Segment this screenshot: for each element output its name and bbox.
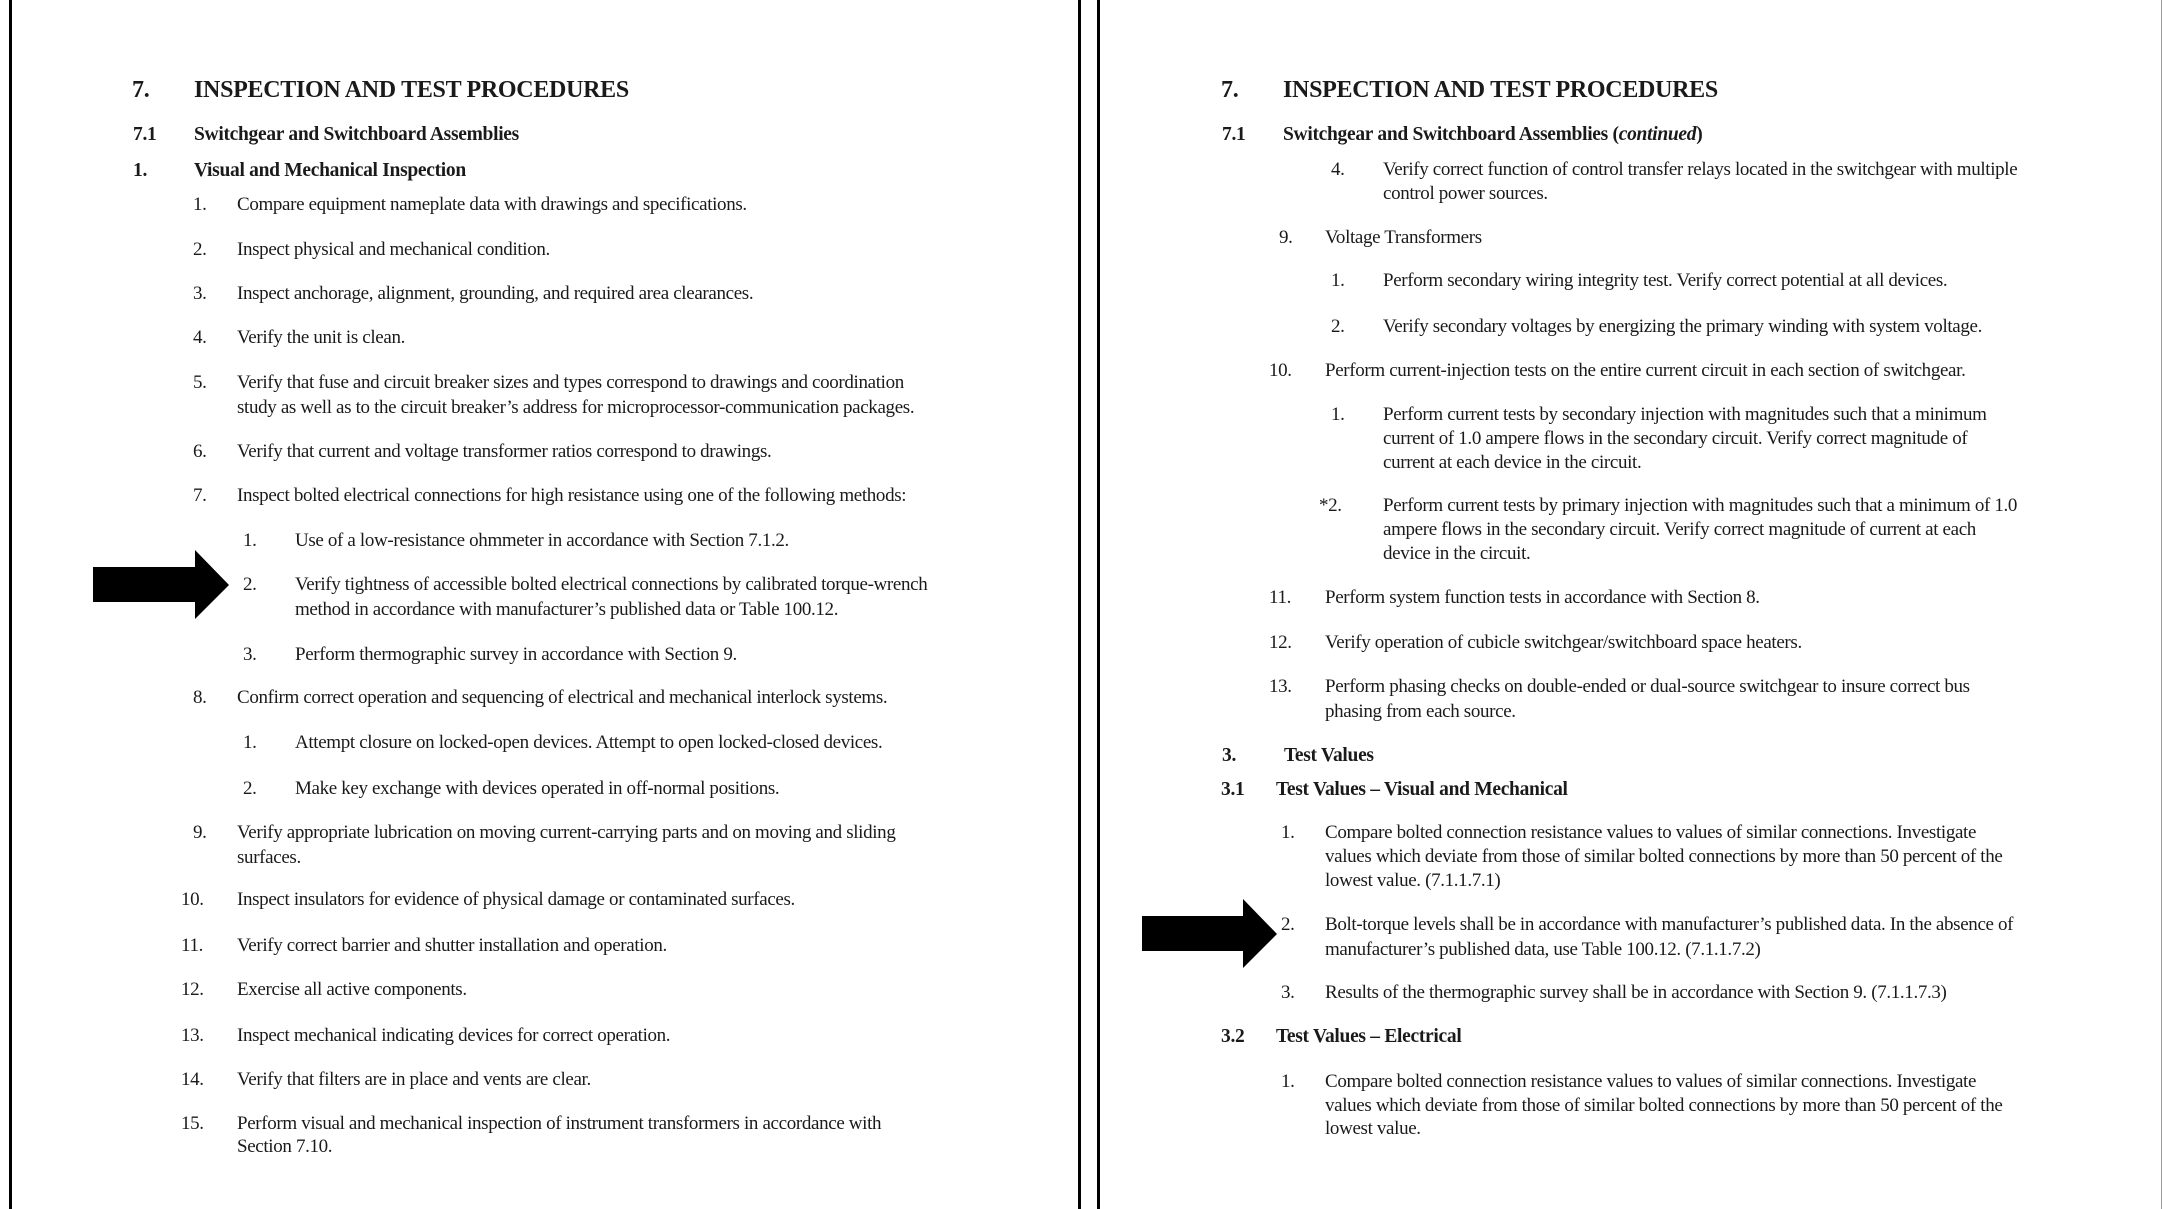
item-number: 3. (193, 283, 207, 304)
item-number: 1. (1281, 1071, 1295, 1092)
item-text: device in the circuit. (1383, 543, 1531, 564)
item-text: Bolt-torque levels shall be in accordance with manufacturer’s published data. In the absence of (1325, 914, 2014, 935)
item-text: Perform current tests by secondary injection with magnitudes such that a minimum (1383, 404, 1987, 425)
item-text: Inspect bolted electrical connections for high resistance using one of the following methods: (237, 485, 907, 506)
section-title: Test Values – Electrical (1276, 1026, 1462, 1047)
item-number: 2. (193, 239, 207, 260)
item-text: Make key exchange with devices operated in off-normal positions. (295, 778, 780, 799)
item-text: surfaces. (237, 847, 301, 868)
item-text: Perform visual and mechanical inspection of instrument transformers in accordance with (237, 1113, 882, 1134)
heading-number: 7. (1221, 77, 1239, 103)
item-text: phasing from each source. (1325, 701, 1516, 722)
item-text: Attempt closure on locked-open devices. Attempt to open locked-closed devices. (295, 732, 883, 753)
section-number: 7.1 (133, 124, 157, 145)
section-number: 3.2 (1221, 1026, 1245, 1047)
item-number: 2. (243, 574, 257, 595)
item-number: 1. (243, 732, 257, 753)
item-text: Verify appropriate lubrication on moving current-carrying parts and on moving and sliding (237, 822, 896, 843)
item-number: 6. (193, 441, 207, 462)
item-number: 1. (1281, 822, 1295, 843)
item-number: 8. (193, 687, 207, 708)
item-text: Inspect physical and mechanical condition. (237, 239, 550, 260)
section-title: Switchgear and Switchboard Assemblies (194, 124, 519, 145)
item-number: 2. (1331, 316, 1345, 337)
item-text: study as well as to the circuit breaker’s address for microprocessor-communication packages. (237, 397, 915, 418)
item-text: Verify that current and voltage transformer ratios correspond to drawings. (237, 441, 772, 462)
item-text: Compare bolted connection resistance values to values of similar connections. Investigate (1325, 1071, 1977, 1092)
section-number: 3. (1222, 745, 1237, 766)
item-text: Verify correct barrier and shutter installation and operation. (237, 935, 667, 956)
item-number: 9. (1279, 227, 1293, 248)
section-title: Test Values – Visual and Mechanical (1276, 779, 1568, 800)
item-text: Compare equipment nameplate data with drawings and specifications. (237, 194, 747, 215)
item-text: method in accordance with manufacturer’s published data or Table 100.12. (295, 599, 839, 620)
section-number: 3.1 (1221, 779, 1245, 800)
item-text: Results of the thermographic survey shall be in accordance with Section 9. (7.1.1.7.3) (1325, 982, 1947, 1003)
item-number: 14. (181, 1069, 204, 1090)
item-number: 4. (1331, 159, 1345, 180)
item-number: 7. (193, 485, 207, 506)
subsection-number: 1. (133, 160, 148, 181)
item-text: Perform phasing checks on double-ended or dual-source switchgear to insure correct bus (1325, 676, 1970, 697)
item-number: 10. (181, 889, 204, 910)
paren-close: ) (1696, 124, 1703, 145)
item-text: Voltage Transformers (1325, 227, 1482, 248)
right-arrow-icon (93, 550, 231, 620)
item-text: Verify operation of cubicle switchgear/switchboard space heaters. (1325, 632, 1802, 653)
item-text: Perform current tests by primary injection with magnitudes such that a minimum of 1.0 (1383, 495, 2018, 516)
item-text: Verify correct function of control transfer relays located in the switchgear with multiple (1383, 159, 2018, 180)
item-text: Verify the unit is clean. (237, 327, 406, 348)
item-number: 1. (243, 530, 257, 551)
item-text: manufacturer’s published data, use Table 100.12. (7.1.1.7.2) (1325, 939, 1761, 960)
subsection-title: Visual and Mechanical Inspection (194, 160, 466, 181)
item-number: 2. (243, 778, 257, 799)
item-text: Verify that fuse and circuit breaker sizes and types correspond to drawings and coordination (237, 372, 904, 393)
right-arrow-icon (1142, 899, 1279, 969)
item-number: 1. (1331, 270, 1345, 291)
item-number: 3. (243, 644, 257, 665)
section-title-text: Switchgear and Switchboard Assemblies (1283, 124, 1608, 145)
item-text: Perform current-injection tests on the entire current circuit in each section of switchgear. (1325, 360, 1966, 381)
item-number: 10. (1269, 360, 1292, 381)
item-number: 13. (181, 1025, 204, 1046)
item-text: Verify tightness of accessible bolted electrical connections by calibrated torque-wrench (295, 574, 928, 595)
continued-label: continued (1618, 124, 1697, 145)
item-number: 12. (1269, 632, 1292, 653)
item-number: 4. (193, 327, 207, 348)
heading-number: 7. (132, 77, 150, 103)
item-text: Perform thermographic survey in accordance with Section 9. (295, 644, 737, 665)
item-text: lowest value. (7.1.1.7.1) (1325, 870, 1501, 891)
item-text: values which deviate from those of similar bolted connections by more than 50 percent of the (1325, 1095, 2003, 1116)
item-text: values which deviate from those of similar bolted connections by more than 50 percent of the (1325, 846, 2003, 867)
item-number: 11. (1269, 587, 1291, 608)
item-text: current of 1.0 ampere flows in the secondary circuit. Verify correct magnitude of (1383, 428, 1968, 449)
item-text: lowest value. (1325, 1118, 1421, 1139)
item-number: 2. (1281, 914, 1295, 935)
item-text: Use of a low-resistance ohmmeter in accordance with Section 7.1.2. (295, 530, 789, 551)
item-text: Inspect mechanical indicating devices for correct operation. (237, 1025, 671, 1046)
heading-title: INSPECTION AND TEST PROCEDURES (1283, 77, 1718, 103)
item-text: control power sources. (1383, 183, 1548, 204)
item-number: 1. (193, 194, 207, 215)
item-number: 11. (181, 935, 203, 956)
item-number: 5. (193, 372, 207, 393)
item-number: 15. (181, 1113, 204, 1134)
item-text: Verify that filters are in place and vents are clear. (237, 1069, 591, 1090)
item-number: *2. (1319, 495, 1342, 516)
item-text: Perform system function tests in accordance with Section 8. (1325, 587, 1760, 608)
item-text: Inspect insulators for evidence of physical damage or contaminated surfaces. (237, 889, 795, 910)
item-text: ampere flows in the secondary circuit. Verify correct magnitude of current at each (1383, 519, 1976, 540)
item-number: 9. (193, 822, 207, 843)
paren-open: ( (1607, 124, 1619, 145)
item-text: Exercise all active components. (237, 979, 467, 1000)
heading-title: INSPECTION AND TEST PROCEDURES (194, 77, 629, 103)
item-text: Compare bolted connection resistance values to values of similar connections. Investigate (1325, 822, 1977, 843)
item-text: current at each device in the circuit. (1383, 452, 1642, 473)
item-text: Verify secondary voltages by energizing the primary winding with system voltage. (1383, 316, 1983, 337)
item-text: Confirm correct operation and sequencing of electrical and mechanical interlock systems. (237, 687, 888, 708)
item-number: 13. (1269, 676, 1292, 697)
item-text: Section 7.10. (237, 1136, 333, 1157)
item-number: 1. (1331, 404, 1345, 425)
item-number: 3. (1281, 982, 1295, 1003)
section-title (1283, 123, 1702, 147)
section-title: Test Values (1284, 745, 1374, 766)
item-text: Inspect anchorage, alignment, grounding, and required area clearances. (237, 283, 754, 304)
item-number: 12. (181, 979, 204, 1000)
section-number: 7.1 (1222, 124, 1246, 145)
item-text: Perform secondary wiring integrity test. Verify correct potential at all devices. (1383, 270, 1948, 291)
